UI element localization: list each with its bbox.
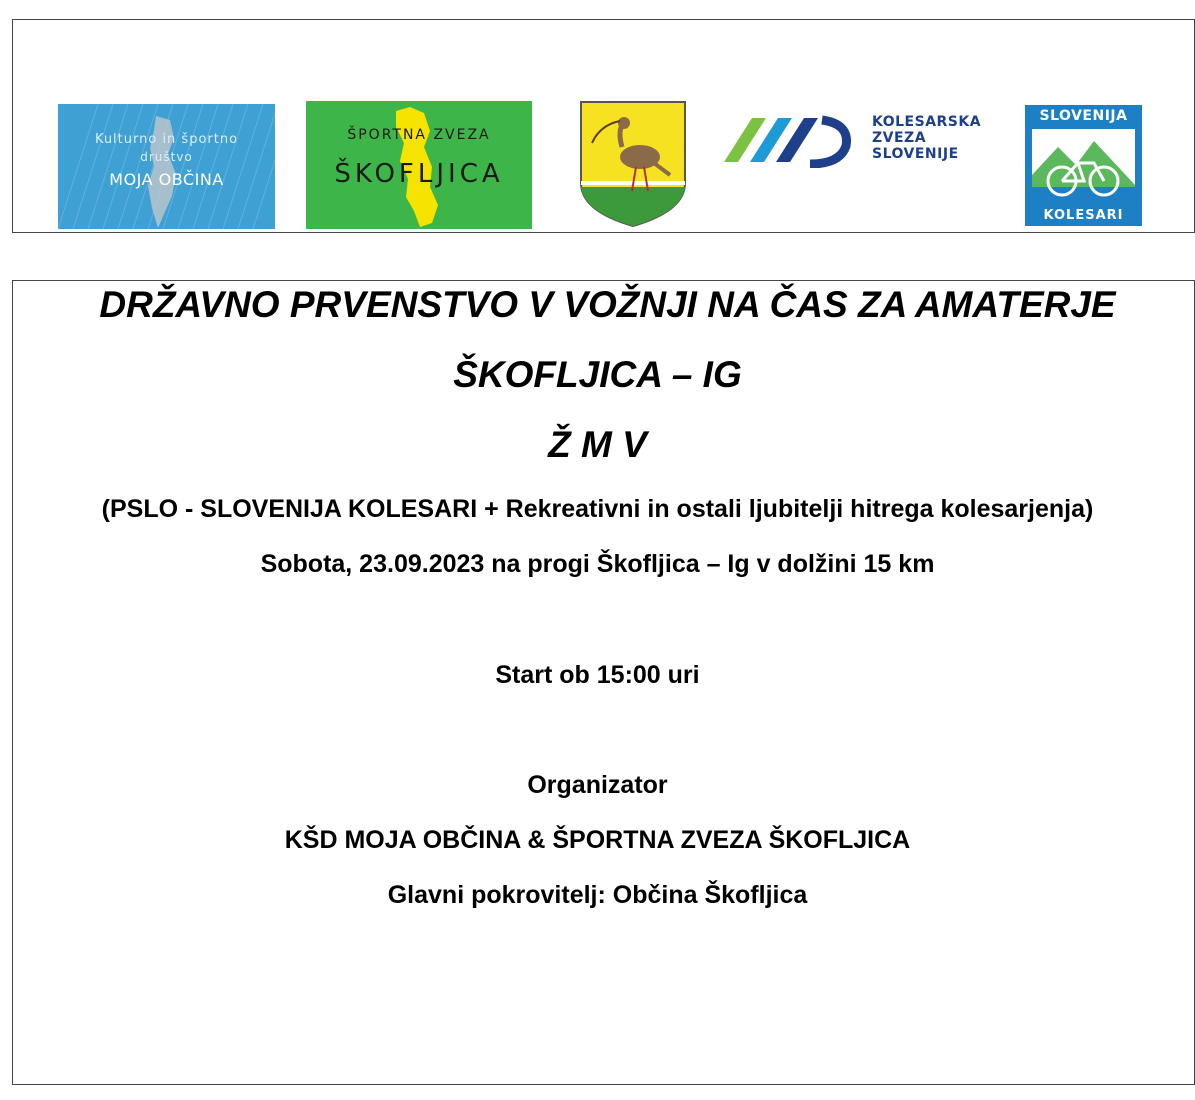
slovenija-kolesari-top: SLOVENIJA — [1039, 108, 1128, 124]
sportna-zveza-line1: ŠPORTNA ZVEZA — [347, 127, 491, 143]
coat-of-arms-shield — [578, 99, 688, 229]
participants-note: (PSLO - SLOVENIJA KOLESARI + Rekreativni in ostali ljubitelji hitrega kolesarjenja) — [101, 495, 1094, 523]
moja-obcina-graphic — [58, 104, 275, 229]
kzs-line3: SLOVENIJE — [872, 146, 959, 162]
bicycle-mountain-icon — [1032, 129, 1135, 203]
moja-obcina-logo — [58, 104, 275, 229]
coat-of-arms-logo — [578, 99, 688, 229]
organizer-label: Organizator — [527, 771, 668, 799]
moja-obcina-line2: društvo — [140, 150, 193, 164]
moja-obcina-line1: Kulturno in športno — [94, 132, 239, 147]
organizer-names: KŠD MOJA OBČINA & ŠPORTNA ZVEZA ŠKOFLJICA — [284, 826, 911, 854]
sportna-zveza-line2: ŠKOFLJICA — [334, 159, 504, 189]
slovenija-kolesari-logo — [1025, 105, 1142, 226]
sportna-zveza-logo — [306, 101, 532, 229]
kzs-text — [872, 114, 981, 162]
main-sponsor: Glavni pokrovitelj: Občina Škofljica — [387, 881, 808, 909]
slovenija-kolesari-panel — [1032, 129, 1135, 203]
category-title: Ž M V — [548, 424, 647, 465]
event-date: Sobota, 23.09.2023 na progi Škofljica – Ig v dolžini 15 km — [260, 550, 935, 578]
kzs-line2: ZVEZA — [872, 130, 927, 146]
moja-obcina-line3: MOJA OBČINA — [109, 170, 224, 189]
kzs-line1: KOLESARSKA — [872, 114, 982, 130]
route-title: ŠKOFLJICA – IG — [453, 354, 742, 395]
slovenija-kolesari-bottom: KOLESARI — [1043, 208, 1124, 223]
kzs-logo — [722, 108, 1002, 168]
start-time: Start ob 15:00 uri — [495, 661, 700, 689]
page-title: DRŽAVNO PRVENSTVO V VOŽNJI NA ČAS ZA AMATERJE — [99, 284, 1116, 325]
kzs-graphic — [722, 108, 862, 168]
